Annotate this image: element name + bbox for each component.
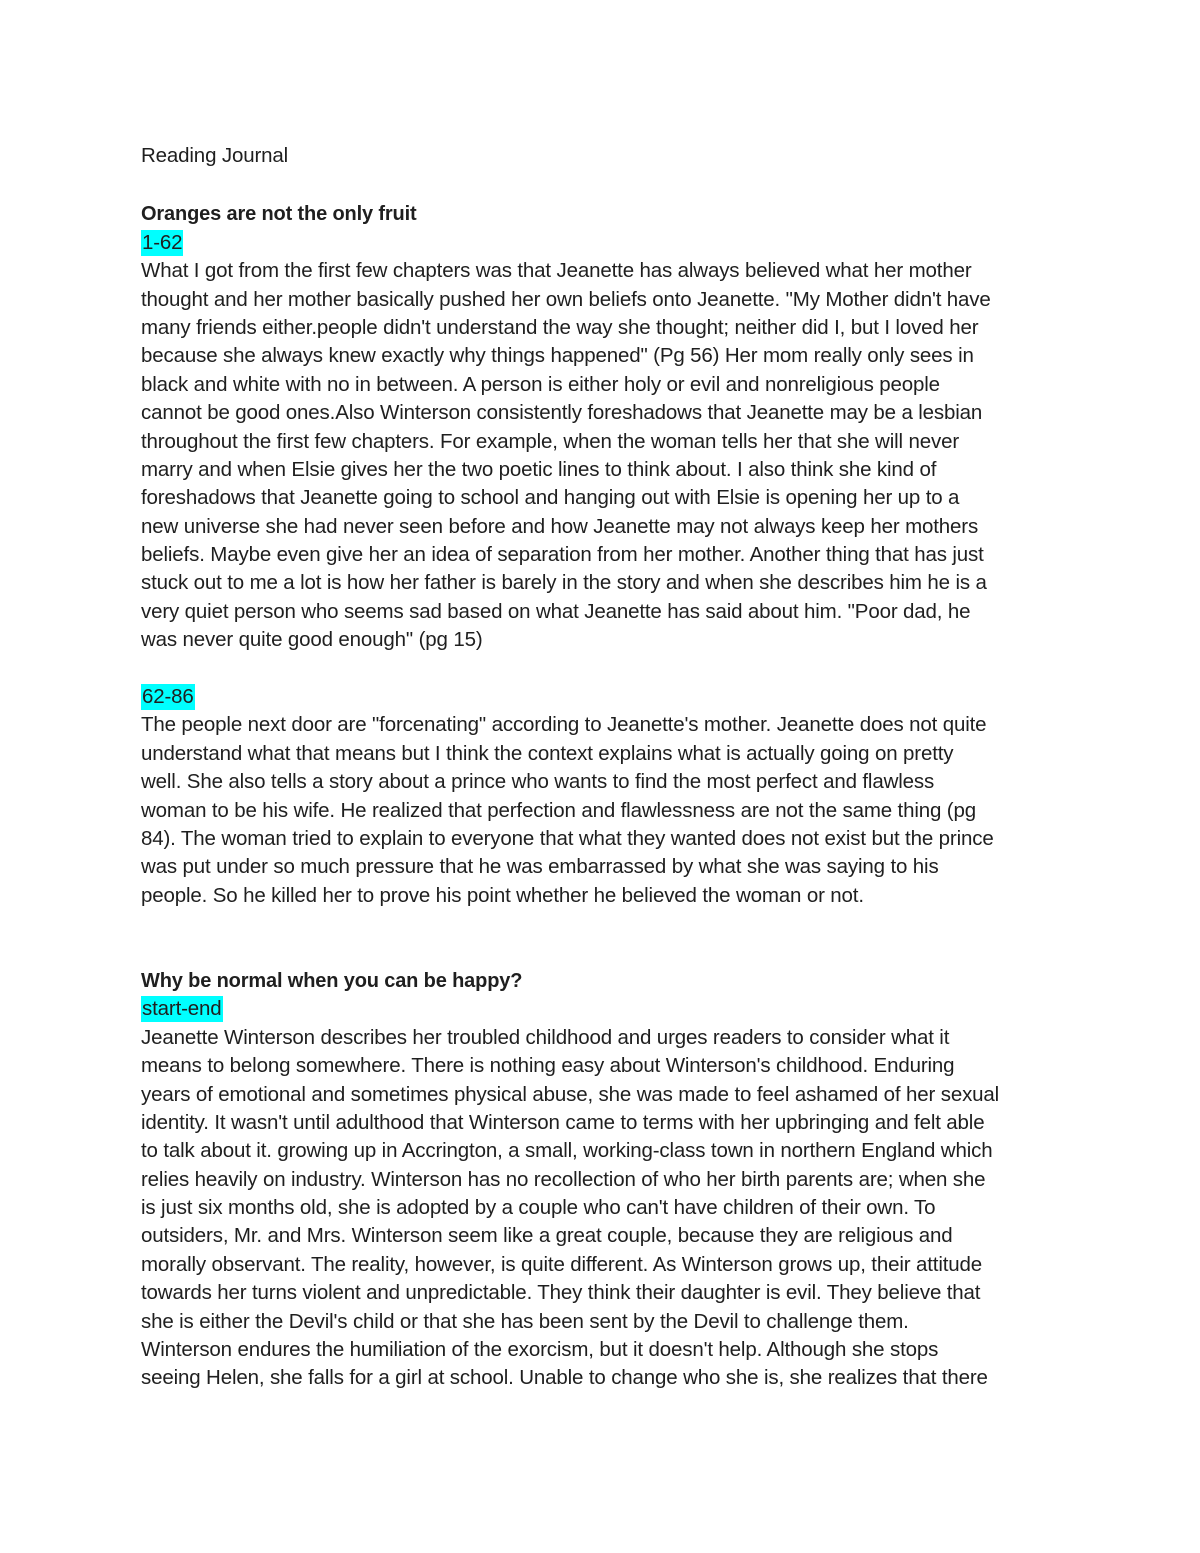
paragraph-line: is just six months old, she is adopted by a couple who can't have children of their own. To bbox=[141, 1196, 936, 1220]
paragraph-line: marry and when Elsie gives her the two poetic lines to think about. I also think she kind of bbox=[141, 457, 937, 481]
paragraph-line: woman to be his wife. He realized that perfection and flawlessness are not the same thing (pg bbox=[141, 798, 976, 822]
paragraph-line: cannot be good ones.Also Winterson consistently foreshadows that Jeanette may be a lesbian bbox=[141, 401, 983, 425]
paragraph-line: new universe she had never seen before and how Jeanette may not always keep her mothers bbox=[141, 514, 979, 538]
paragraph-line: towards her turns violent and unpredictable. They think their daughter is evil. They believe that bbox=[141, 1281, 981, 1305]
paragraph-line: she is either the Devil's child or that she has been sent by the Devil to challenge them. bbox=[141, 1309, 909, 1333]
paragraph-line: Jeanette Winterson describes her troubled childhood and urges readers to consider what it bbox=[141, 1025, 950, 1049]
paragraph-line: 84). The woman tried to explain to everyone that what they wanted does not exist but the prince bbox=[141, 826, 994, 850]
paragraph-line: years of emotional and sometimes physical abuse, she was made to feel ashamed of her sexual bbox=[141, 1082, 1000, 1106]
paragraph-line: means to belong somewhere. There is nothing easy about Winterson's childhood. Enduring bbox=[141, 1054, 955, 1078]
page-range-highlight: 1-62 bbox=[142, 230, 183, 254]
paragraph-line: foreshadows that Jeanette going to school and hanging out with Elsie is opening her up to a bbox=[141, 486, 960, 510]
paragraph-line: Winterson endures the humiliation of the exorcism, but it doesn't help. Although she stops bbox=[141, 1338, 939, 1362]
section-heading: Oranges are not the only fruit bbox=[141, 203, 417, 226]
entry-paragraph bbox=[141, 711, 1066, 910]
range-line bbox=[141, 683, 1066, 711]
paragraph-line: many friends either.people didn't understand the way she thought; neither did I, but I loved her bbox=[141, 315, 979, 339]
paragraph-line: thought and her mother basically pushed her own beliefs onto Jeanette. "My Mother didn't have bbox=[141, 287, 991, 311]
paragraph-line: to talk about it. growing up in Accrington, a small, working-class town in northern England which bbox=[141, 1139, 993, 1163]
paragraph-line: relies heavily on industry. Winterson has no recollection of who her birth parents are; when she bbox=[141, 1167, 986, 1191]
page-range-highlight: 62-86 bbox=[142, 685, 194, 709]
paragraph-line: people. So he killed her to prove his point whether he believed the woman or not. bbox=[141, 883, 864, 907]
paragraph-line: The people next door are "forcenating" according to Jeanette's mother. Jeanette does not quite bbox=[141, 713, 987, 737]
paragraph-line: was put under so much pressure that he was embarrassed by what she was saying to his bbox=[141, 855, 939, 879]
document-page bbox=[141, 142, 1066, 1393]
paragraph-line: because she always knew exactly why things happened" (Pg 56) Her mom really only sees in bbox=[141, 344, 974, 368]
entry-paragraph bbox=[141, 257, 1066, 654]
paragraph-line: very quiet person who seems sad based on what Jeanette has said about him. "Poor dad, he bbox=[141, 599, 971, 623]
paragraph-line: outsiders, Mr. and Mrs. Winterson seem like a great couple, because they are religious and bbox=[141, 1224, 953, 1248]
range-line bbox=[141, 995, 1066, 1023]
paragraph-line: beliefs. Maybe even give her an idea of separation from her mother. Another thing that has just bbox=[141, 543, 984, 567]
section-heading: Why be normal when you can be happy? bbox=[141, 969, 523, 992]
spacer bbox=[141, 910, 1066, 967]
paragraph-line: black and white with no in between. A person is either holy or evil and nonreligious people bbox=[141, 372, 940, 396]
paragraph-line: throughout the first few chapters. For example, when the woman tells her that she will never bbox=[141, 429, 960, 453]
entry-paragraph bbox=[141, 1024, 1066, 1393]
section-oranges bbox=[141, 200, 1066, 910]
range-line bbox=[141, 229, 1066, 257]
spacer bbox=[141, 655, 1066, 683]
document-title: Reading Journal bbox=[141, 144, 289, 167]
paragraph-line: seeing Helen, she falls for a girl at school. Unable to change who she is, she realizes that there bbox=[141, 1366, 988, 1390]
page-range-highlight: start-end bbox=[142, 997, 222, 1021]
paragraph-line: stuck out to me a lot is how her father is barely in the story and when she describes him he is a bbox=[141, 571, 987, 595]
paragraph-line: was never quite good enough" (pg 15) bbox=[141, 628, 483, 652]
spacer bbox=[141, 170, 1066, 200]
section-why-be-normal bbox=[141, 967, 1066, 1393]
paragraph-line: morally observant. The reality, however, is quite different. As Winterson grows up, their attitude bbox=[141, 1252, 983, 1276]
paragraph-line: What I got from the first few chapters was that Jeanette has always believed what her mother bbox=[141, 259, 972, 283]
paragraph-line: understand what that means but I think the context explains what is actually going on pretty bbox=[141, 741, 954, 765]
paragraph-line: well. She also tells a story about a prince who wants to find the most perfect and flawless bbox=[141, 770, 935, 794]
paragraph-line: identity. It wasn't until adulthood that Winterson came to terms with her upbringing and felt able bbox=[141, 1110, 985, 1134]
